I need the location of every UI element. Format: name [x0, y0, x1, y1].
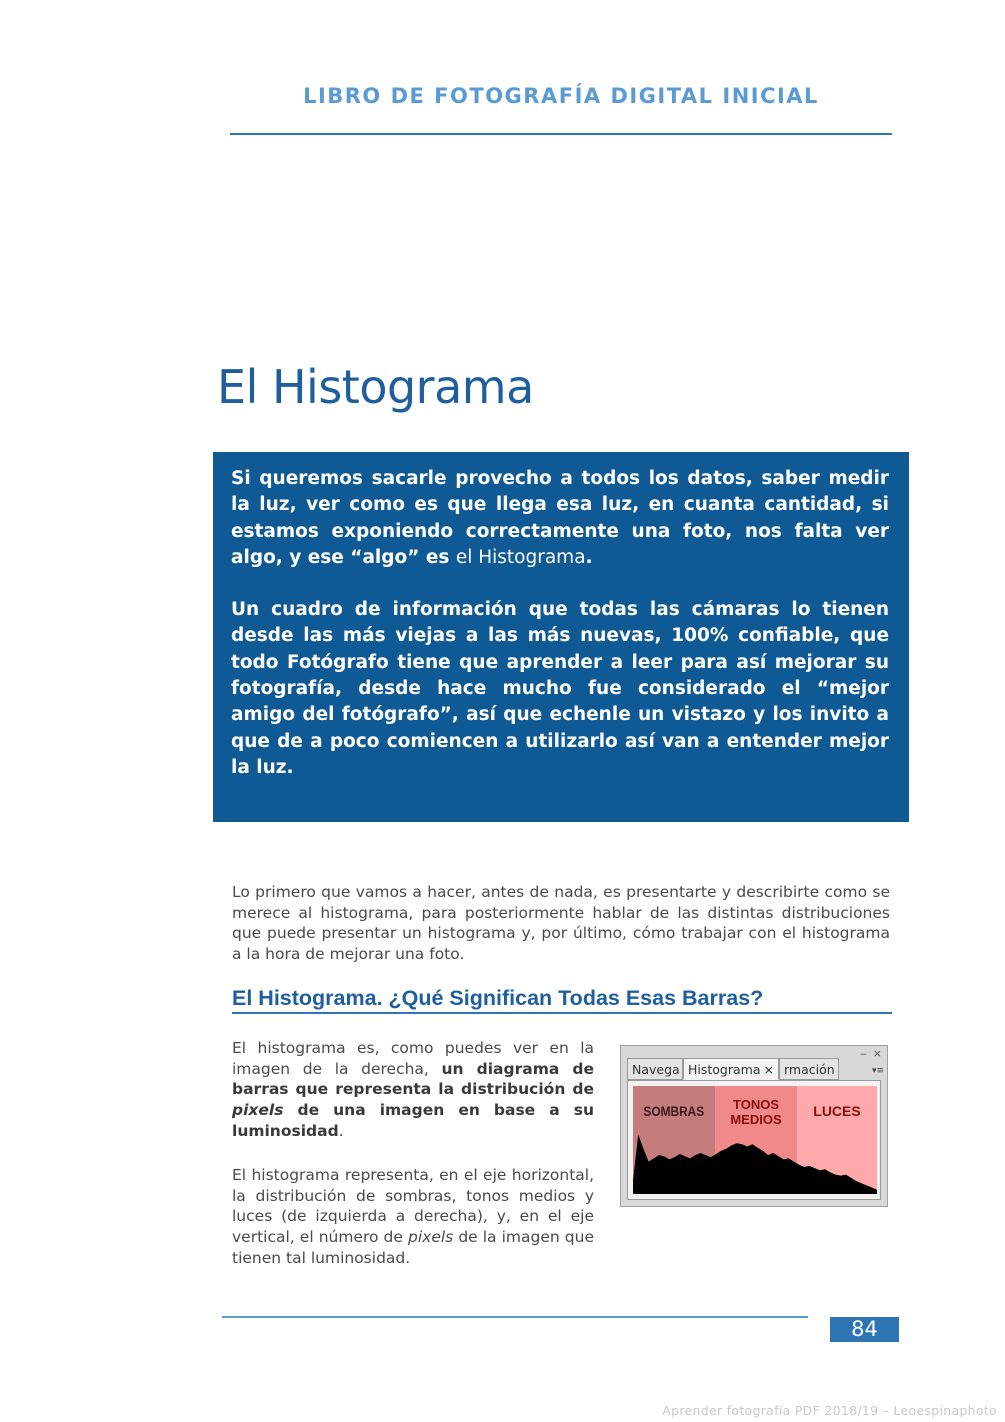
section-paragraph-2	[232, 1165, 594, 1269]
histogram-panel	[620, 1045, 888, 1207]
histogram-link-text: el Histograma	[455, 546, 586, 568]
tab-close-icon[interactable]: ×	[763, 1062, 774, 1077]
intro-text	[231, 466, 889, 781]
section-paragraph-1	[232, 1038, 594, 1142]
intro-box	[213, 452, 909, 822]
highlights-label: LUCES	[813, 1103, 861, 1119]
midtones-label-line2: MEDIOS	[730, 1112, 782, 1127]
section-heading: El Histograma. ¿Qué Significan Todas Esas Barras?	[232, 986, 764, 1010]
s2-b: pixels	[408, 1228, 454, 1247]
page-number: 84	[830, 1317, 899, 1342]
intro-paragraph-2: Un cuadro de información que todas las cámaras lo tienen desde las más viejas a las más nuevas, 100% confiable, que todo Fotógrafo tiene que aprender a leer para así mejorar su fotografía, desde hace mucho fue considerado el “mejor amigo del fotógrafo”, así que echenle un vistazo y los invito a que de a poco comiencen a utilizarlo así van a entender mejor la luz.	[231, 599, 889, 778]
running-title: LIBRO DE FOTOGRAFÍA DIGITAL INICIAL	[303, 84, 819, 108]
panel-body	[627, 1080, 881, 1200]
shadows-label: SOMBRAS	[643, 1103, 705, 1120]
intro-p1-end: .	[585, 546, 593, 568]
body-paragraph: Lo primero que vamos a hacer, antes de nada, es presentarte y describirte como se merece al histograma, para posteriormente hablar de las distintas distribuciones que puede presentar un histograma y, por último, cómo trabajar con el histograma a la hora de mejorar una foto.	[232, 883, 890, 964]
chapter-title: El Histograma	[217, 360, 534, 414]
section-rule	[232, 1012, 892, 1014]
minimize-icon[interactable]: ‒	[860, 1047, 867, 1060]
midtones-label-line1: TONOS	[733, 1097, 779, 1112]
header-rule	[230, 133, 892, 135]
tab-navegador[interactable]	[627, 1058, 683, 1080]
s1-c: pixels	[232, 1101, 284, 1120]
s1-b: un diagrama de barras que representa la distribución de	[232, 1059, 594, 1099]
panel-tab-bar	[627, 1058, 881, 1080]
close-icon[interactable]: ×	[872, 1047, 882, 1060]
histogram-chart	[633, 1086, 877, 1194]
s2-c: de la imagen que tienen tal luminosidad.	[232, 1228, 594, 1267]
tab-histograma-label: Histograma	[688, 1062, 761, 1077]
intro-paragraph-1	[231, 466, 889, 571]
s2-a: El histograma representa, en el eje horizontal, la distribución de sombras, tonos medios y luces (de izquierda a derecha), y, en el eje vertical, el número de	[232, 1166, 594, 1247]
s1-e: .	[338, 1121, 344, 1140]
tab-histograma[interactable]	[683, 1058, 779, 1080]
tab-navegador-label: Navega	[632, 1062, 680, 1077]
tab-informacion-label: rmación	[784, 1062, 835, 1077]
s1-a: El histograma es, como puedes ver en la imagen de la derecha,	[232, 1039, 594, 1078]
panel-menu-icon[interactable]: ▾≡	[871, 1066, 884, 1076]
intro-p1-text: Si queremos sacarle provecho a todos los datos, saber medir la luz, ver como es que llega esa luz, en cuanta cantidad, si estamos exponiendo correctamente una foto, nos falta ver algo, y ese “algo” es	[231, 468, 889, 568]
footer-rule	[222, 1316, 808, 1318]
tab-informacion[interactable]	[779, 1058, 839, 1080]
footer-credit: Aprender fotografía PDF 2018/19 – Leoespinaphoto	[662, 1403, 997, 1418]
s1-d: de una imagen en base a su luminosidad	[232, 1101, 594, 1140]
